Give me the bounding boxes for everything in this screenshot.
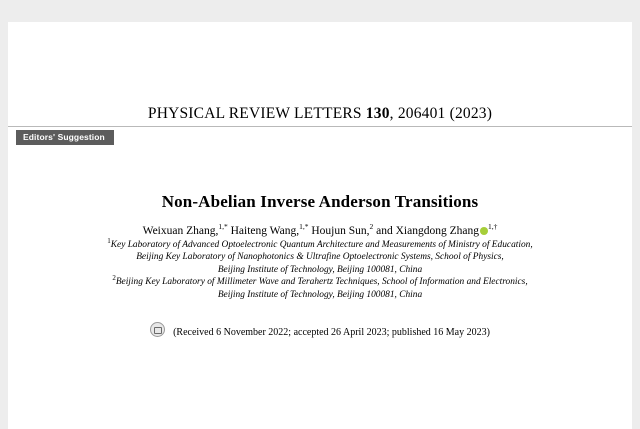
affiliation-marker: 1 [107,236,111,245]
affiliation-line [8,289,632,301]
editors-suggestion-badge[interactable]: Editors' Suggestion [16,130,114,145]
journal-running-head: PHYSICAL REVIEW LETTERS 130, 206401 (2023) [147,105,493,122]
page-title: Non-Abelian Inverse Anderson Transitions [161,192,479,211]
author-affiliation-marker: 1,* [299,222,309,232]
affiliation-line [8,236,632,251]
page-left-margin [0,22,8,429]
page-top-margin [0,0,640,22]
author-name[interactable]: Houjun Sun, [311,225,370,237]
journal-name: PHYSICAL REVIEW LETTERS [147,105,362,122]
affiliation-text: Beijing Key Laboratory of Millimeter Wave and Terahertz Techniques, School of Information and Electronics, [115,277,528,288]
author-name[interactable]: and Xiangdong Zhang [376,225,479,237]
affiliation-marker: 2 [112,274,116,283]
orcid-icon[interactable] [480,227,488,235]
affiliation-text: Beijing Institute of Technology, Beijing 100081, China [217,289,423,300]
header-rule [8,126,632,127]
publication-dates: (Received 6 November 2022; accepted 26 April 2023; published 16 May 2023) [173,327,490,338]
affiliation-text: Key Laboratory of Advanced Optoelectronic Quantum Architecture and Measurements of Ministry of Education, [110,240,533,250]
article-number: 206401 [397,105,446,122]
author-name[interactable]: Weixuan Zhang, [142,225,219,237]
affiliation-list [8,236,632,301]
author-name[interactable]: Haiteng Wang, [230,225,300,237]
author-affiliation-marker: 1,* [218,222,228,232]
affiliation-line [8,251,632,263]
publication-year: (2023) [449,105,493,122]
affiliation-text: Beijing Institute of Technology, Beijing 100081, China [217,264,423,275]
paper-sheet [8,22,632,429]
crossmark-icon[interactable] [150,322,165,337]
author-affiliation-marker: 1,† [487,222,498,232]
affiliation-text: Beijing Key Laboratory of Nanophotonics & Ultrafine Optoelectronic Systems, School of Physics, [136,252,504,263]
page-right-margin [632,22,640,429]
journal-volume: 130 [365,105,390,122]
affiliation-line [8,276,632,288]
author-list [8,222,632,237]
publication-dates-row [8,320,632,338]
affiliation-line [8,264,632,276]
author-affiliation-marker: 2 [369,222,374,232]
